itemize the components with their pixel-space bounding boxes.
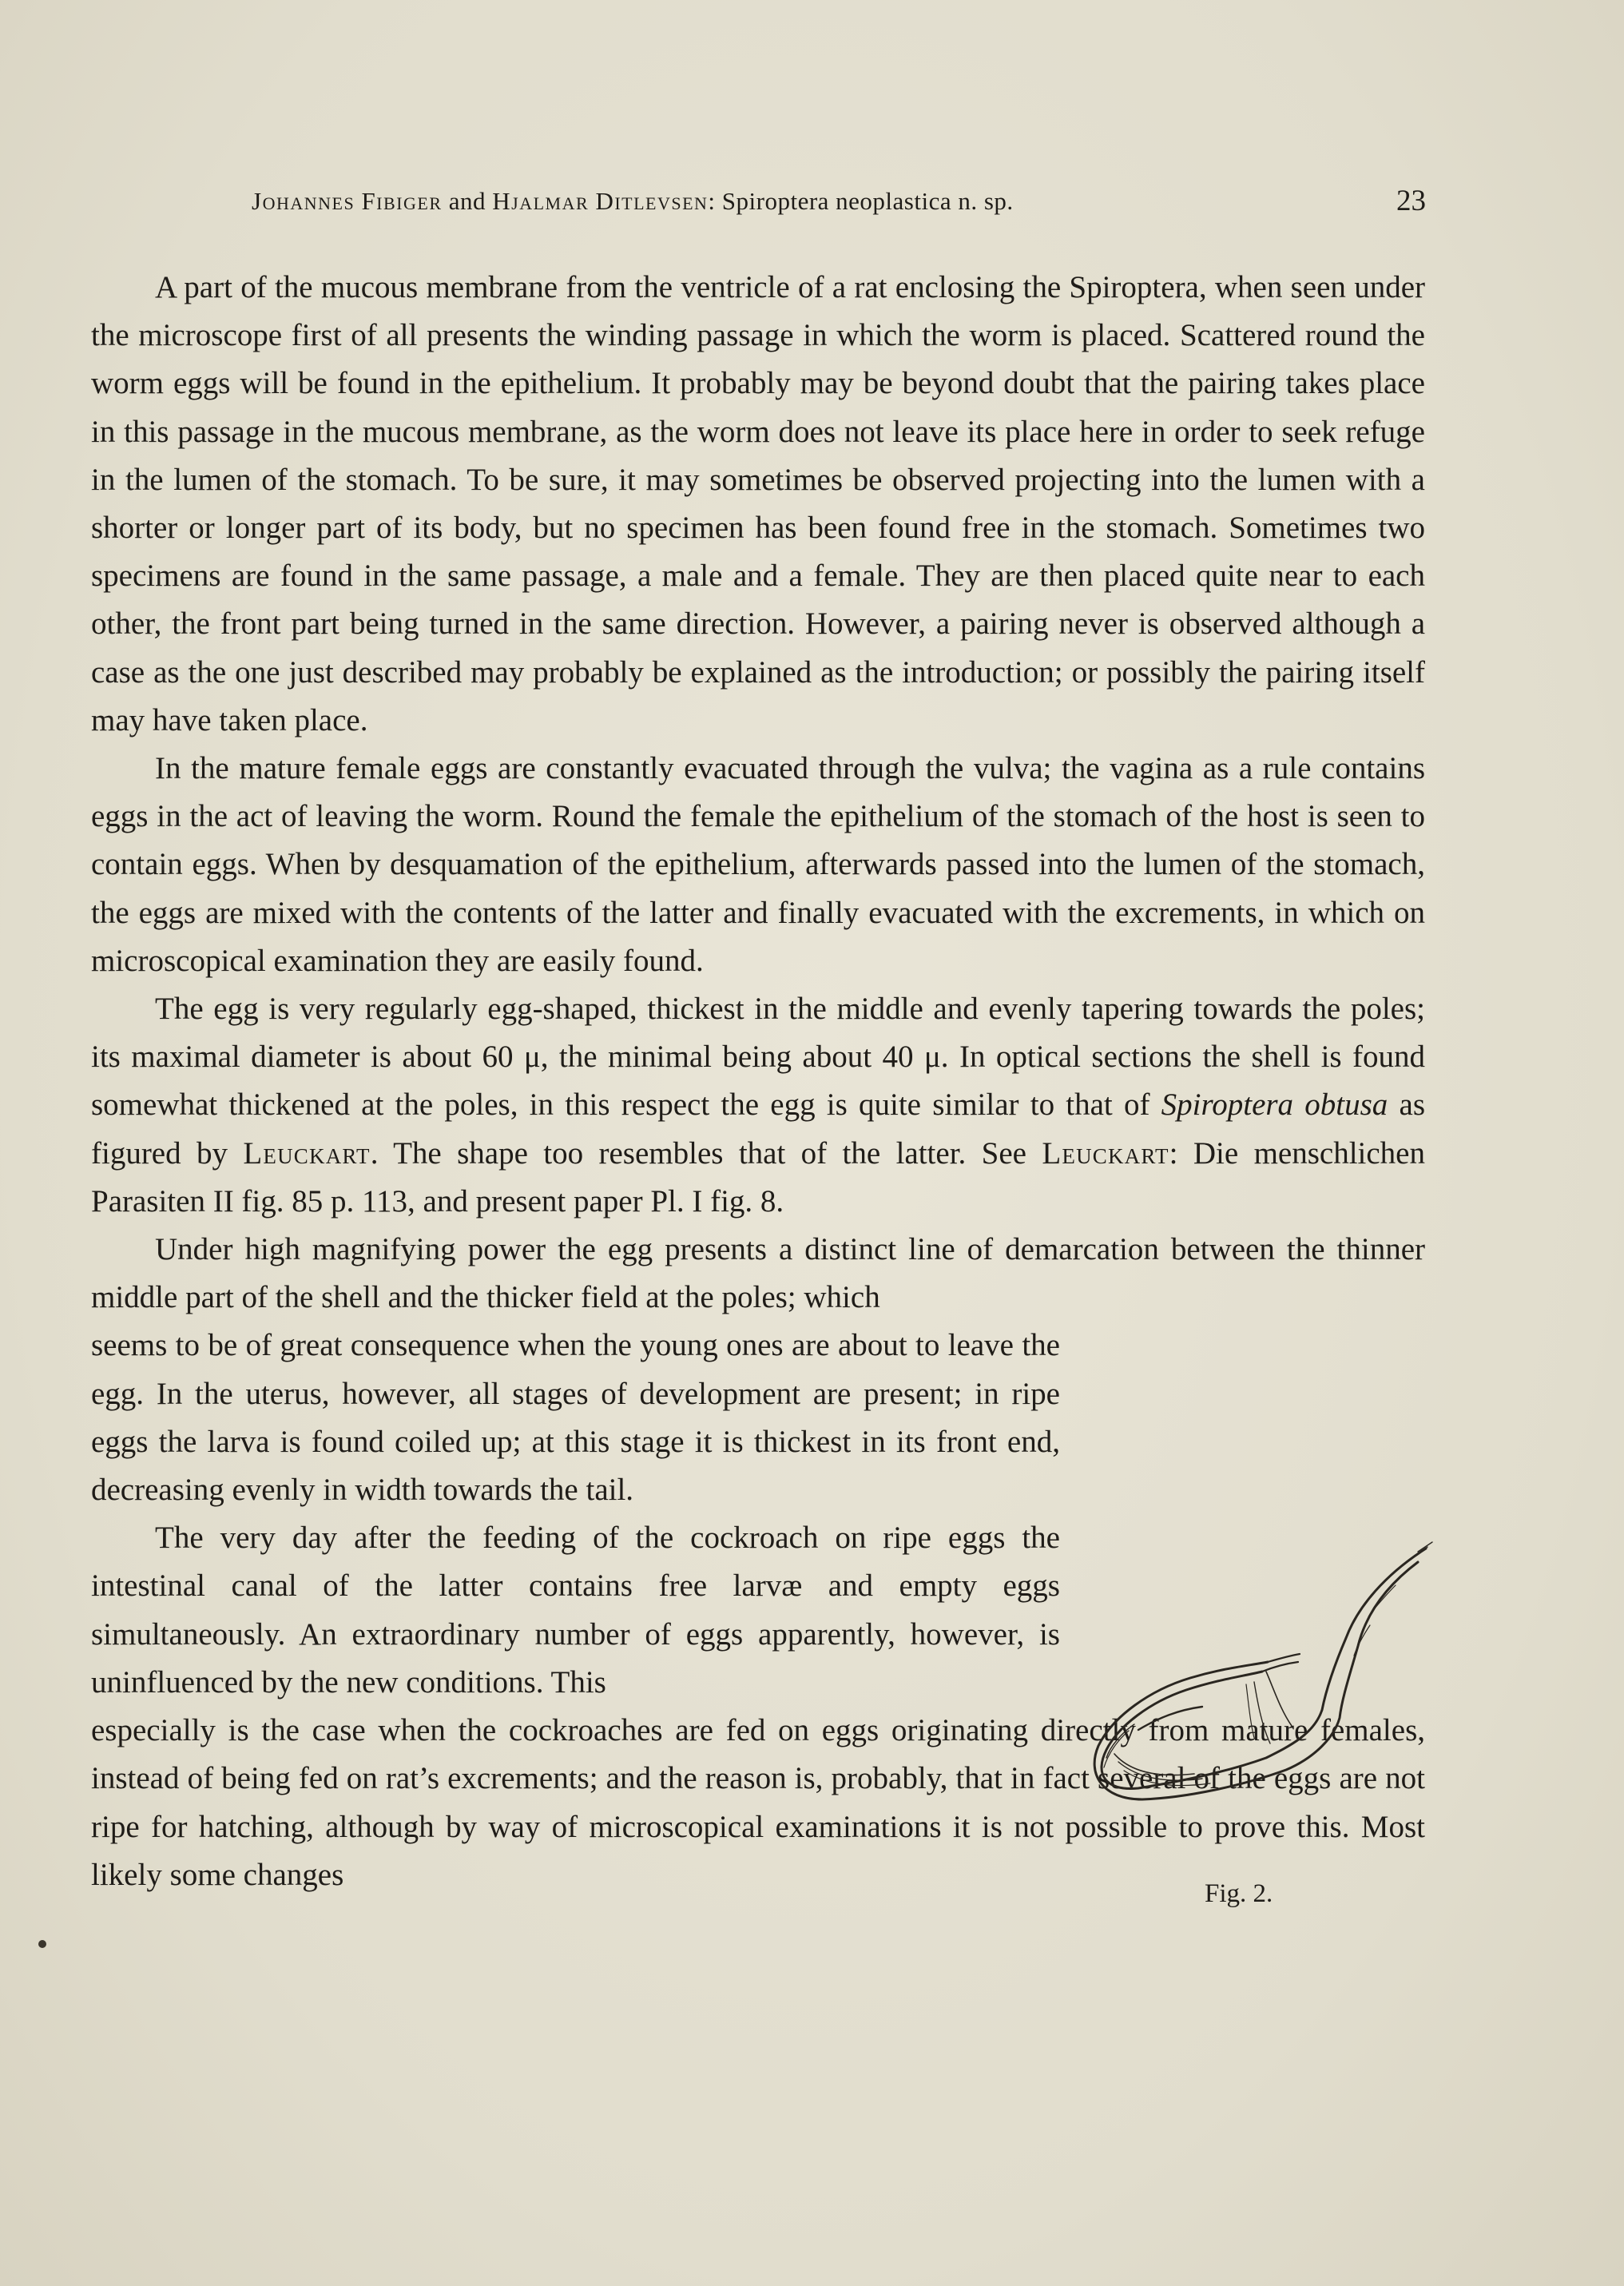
author1-first: Johannes: [252, 187, 355, 215]
paragraph-4-beside-figure: seems to be of great consequence when the young ones are about to leave the egg. In the uterus, however, all stages of development are present; in ripe eggs the larva is found coiled up; at this stage it is thickest in its front end, decreasing evenly in width towards the tail.: [91, 1328, 1060, 1508]
header-title: : Spiroptera neoplastica n. sp.: [708, 187, 1014, 215]
species-name: Spiroptera obtusa: [1161, 1087, 1388, 1123]
coiled-larva-figure: [1082, 1518, 1450, 1854]
paragraph-3-part-a: The egg is very regularly egg-shaped, thickest in the middle and evenly tapering towards the poles; its maximal diameter is about 60 μ, the minimal being about 40 μ. In optical sections the shell is found somewhat thickened at the poles, in this respect the egg is quite similar to that of: [91, 992, 1425, 1123]
paragraph-4-full-width: Under high magnifying power the egg presents a distinct line of demarcation between the thinner middle part of the shell and the thicker field at the poles; which: [91, 1232, 1425, 1315]
paragraph-3-part-b: as figured by: [91, 1087, 1425, 1171]
author-leuckart-1: Leuckart: [243, 1135, 371, 1171]
author-leuckart-2: Leuckart: [1042, 1135, 1169, 1171]
paragraph-1: A part of the mucous membrane from the ventricle of a rat enclosing the Spiroptera, when seen under the microscope first of all presents the winding passage in which the worm is placed. Scattered round the worm eggs will be found in the epithelium. It probably may be beyond doubt that the pairing takes place in this passage in the mucous membrane, as the worm does not leave its place here in order to seek refuge in the lumen of the stomach. To be sure, it may sometimes be observed projecting into the lumen with a shorter or longer part of its body, but no specimen has been found free in the stomach. Sometimes two specimens are found in the same passage, a male and a female. They are then placed quite near to each other, the front part being turned in the same direction. However, a pairing never is observed although a case as the one just described may probably be explained as the introduction; or possibly the pairing itself may have taken place.: [91, 270, 1425, 737]
page-number: 23: [1396, 185, 1426, 217]
header-and: and: [448, 187, 486, 215]
author2-last: Ditlevsen: [595, 187, 709, 215]
paragraph-3-part-c: . The shape too resembles that of the latter. See: [370, 1135, 1042, 1171]
paragraph-5-beside-figure: The very day after the feeding of the cockroach on ripe eggs the intestinal canal of the latter contains free larvæ and empty eggs simultaneously. An extraordinary number of eggs apparently, however, is uninfluenced by the new conditions. This: [91, 1521, 1060, 1700]
page-speck: [38, 1940, 46, 1948]
paragraph-5-full-width: especially is the case when the cockroaches are fed on eggs originating directly from mature females, instead of being fed on rat’s excrements; and the reason is, probably, that in fact several of the eggs are not ripe for hatching, although by way of microscopical examinations it is not possible to prove this. Most likely some changes: [91, 1713, 1425, 1892]
figure-caption: Fig. 2.: [1205, 1879, 1273, 1908]
paragraph-2: In the mature female eggs are constantly evacuated through the vulva; the vagina as a rule contains eggs in the act of leaving the worm. Round the female the epithelium of the stomach of the host is seen to contain eggs. When by desquamation of the epithelium, afterwards passed into the lumen of the stomach, the eggs are mixed with the contents of the latter and finally evacuated with the excrements, in which on microscopical examination they are easily found.: [91, 751, 1425, 978]
paragraph-3-part-d: : Die menschlichen Parasiten II fig. 85 p. 113, and present paper Pl. I fig. 8.: [91, 1135, 1425, 1219]
running-head: [252, 187, 1014, 216]
paragraph-3: [91, 985, 1425, 1226]
author2-first: Hjalmar: [492, 187, 590, 215]
author1-last: Fibiger: [361, 187, 443, 215]
